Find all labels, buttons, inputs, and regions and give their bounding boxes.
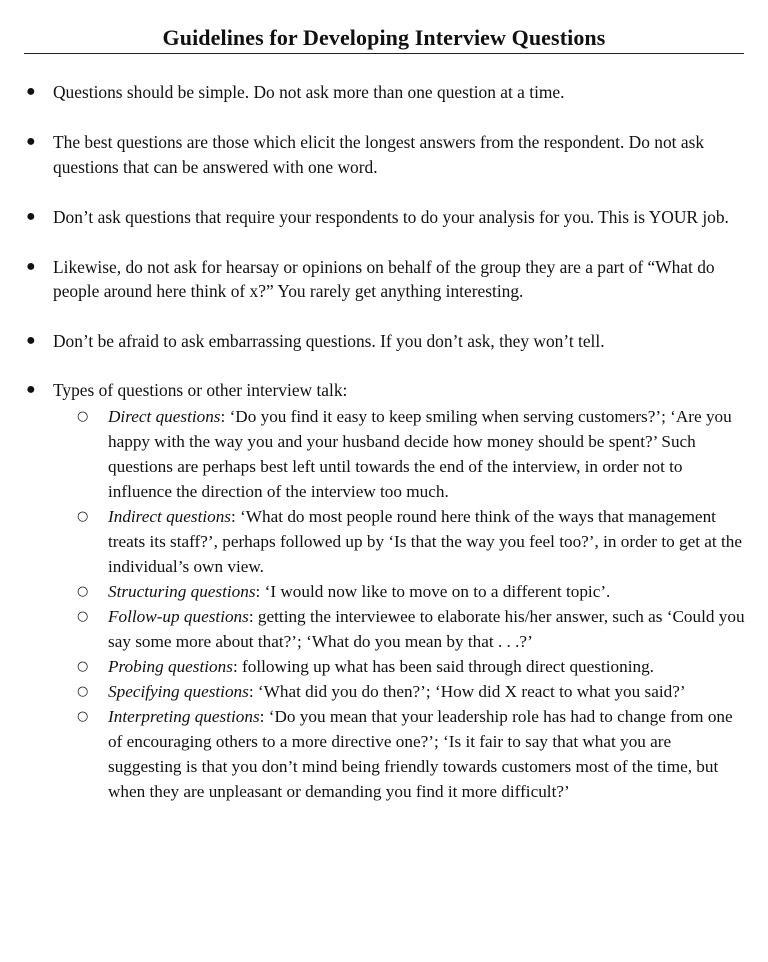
guidelines-list bbox=[0, 80, 768, 830]
question-type-term: Direct questions bbox=[108, 407, 221, 426]
question-type-term: Follow-up questions bbox=[108, 607, 249, 626]
question-types-list bbox=[53, 404, 748, 804]
question-type-item bbox=[53, 504, 748, 579]
question-type-item bbox=[53, 679, 748, 704]
guideline-item bbox=[0, 329, 768, 354]
question-type-text: : following up what has been said through direct questioning. bbox=[232, 657, 654, 676]
question-type-item bbox=[53, 604, 748, 654]
bullet-icon: ● bbox=[26, 83, 36, 100]
document-title: Guidelines for Developing Interview Questions bbox=[162, 25, 606, 50]
question-type-text: : ‘What do most people round here think of the ways that management treats its staff?’, perhaps followed up by ‘Is that the way you feel too?’, in order to get at the individual’s own view. bbox=[108, 507, 742, 576]
bullet-icon: ● bbox=[26, 380, 36, 398]
question-type-term: Specifying questions bbox=[108, 682, 249, 701]
hollow-bullet-icon: ○ bbox=[77, 609, 89, 624]
question-type-item bbox=[53, 704, 748, 804]
question-type-text: : ‘I would now like to move on to a different topic’. bbox=[255, 582, 611, 601]
bullet-icon: ● bbox=[26, 207, 36, 225]
question-type-term: Indirect questions bbox=[108, 507, 231, 526]
guideline-text: Don’t ask questions that require your respondents to do your analysis for you. This is YOUR job. bbox=[53, 206, 729, 227]
hollow-bullet-icon: ○ bbox=[77, 659, 89, 674]
hollow-bullet-icon: ○ bbox=[77, 409, 89, 424]
question-type-term: Probing questions bbox=[108, 657, 233, 676]
question-type-term: Interpreting questions bbox=[108, 707, 260, 726]
question-type-text: : ‘What did you do then?’; ‘How did X react to what you said?’ bbox=[248, 682, 686, 701]
guideline-text: Don’t be afraid to ask embarrassing questions. If you don’t ask, they won’t tell. bbox=[53, 331, 605, 351]
question-type-item bbox=[53, 404, 748, 504]
question-type-item bbox=[53, 654, 748, 679]
hollow-bullet-icon: ○ bbox=[77, 709, 89, 724]
question-type-item bbox=[53, 579, 748, 604]
guideline-text: The best questions are those which elicit the longest answers from the respondent. Do not ask questions that can be answered with one word. bbox=[53, 132, 705, 177]
question-type-text: : ‘Do you mean that your leadership role has had to change from one of encouraging others to a more directive one?’; ‘Is it fair to say that what you are suggesting is that you don’t mind being friendly towards customers most of the time, but when they are unpleasant or demanding you find it more difficult?’ bbox=[108, 707, 733, 801]
question-types-heading: Types of questions or other interview talk: bbox=[53, 379, 348, 400]
guideline-item bbox=[0, 80, 768, 105]
guideline-item bbox=[0, 255, 768, 304]
bullet-icon: ● bbox=[26, 133, 36, 150]
bullet-icon: ● bbox=[26, 332, 36, 349]
title-underline bbox=[24, 53, 744, 54]
guideline-text: Questions should be simple. Do not ask more than one question at a time. bbox=[53, 82, 565, 102]
question-type-text: : ‘Do you find it easy to keep smiling when serving customers?’; ‘Are you happy with the way you and your husband decide how money should be spent?’ Such questions are perhaps best left until towards the end of the interview, in order not to influence the direction of the interview too much. bbox=[108, 407, 732, 501]
guideline-item bbox=[0, 205, 768, 230]
question-types-item bbox=[0, 378, 768, 805]
hollow-bullet-icon: ○ bbox=[77, 584, 89, 599]
guideline-text: Likewise, do not ask for hearsay or opinions on behalf of the group they are a part of “What do people around here think of x?” You rarely get anything interesting. bbox=[53, 256, 715, 301]
guideline-item bbox=[0, 130, 768, 179]
bullet-icon: ● bbox=[26, 257, 36, 275]
question-type-text: : getting the interviewee to elaborate his/her answer, such as ‘Could you say some more about that?’; ‘What do you mean by that . . .?’ bbox=[108, 607, 745, 651]
hollow-bullet-icon: ○ bbox=[77, 684, 89, 699]
hollow-bullet-icon: ○ bbox=[77, 509, 89, 524]
question-type-term: Structuring questions bbox=[108, 582, 256, 601]
